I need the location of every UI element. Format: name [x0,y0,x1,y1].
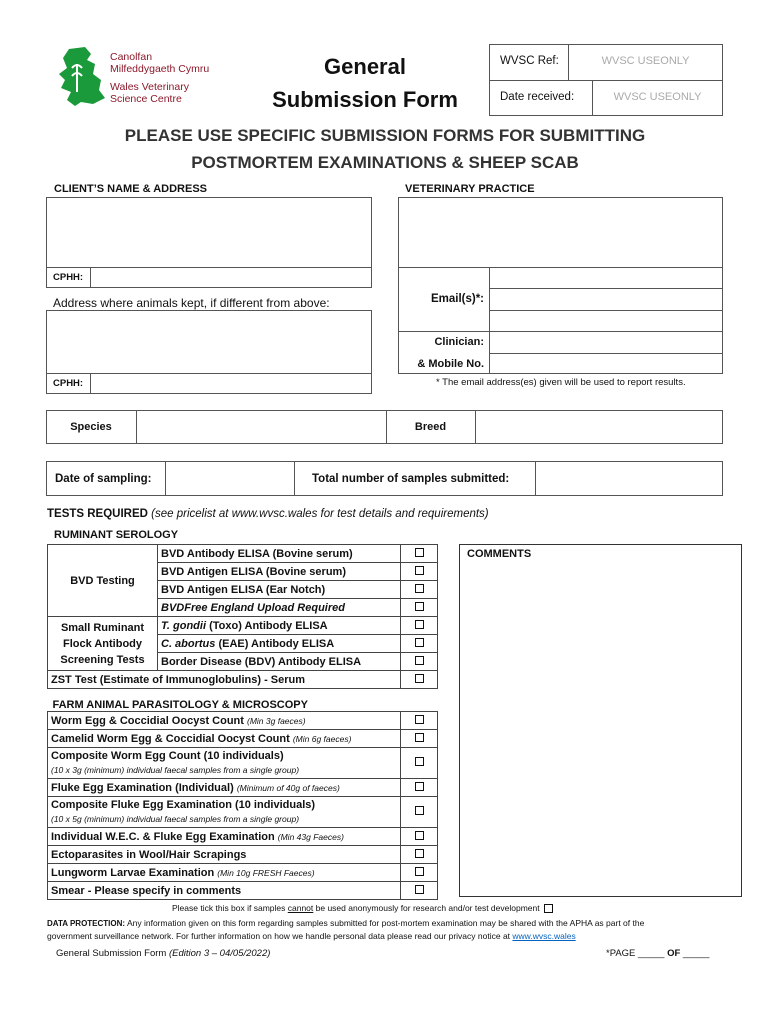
warning-banner: PLEASE USE SPECIFIC SUBMISSION FORMS FOR SUBMITTING POSTMORTEM EXAMINATIONS & SHEEP SCAB [124,126,646,172]
species-field[interactable] [137,411,385,443]
checkbox-zst[interactable] [415,674,424,683]
test-zst: ZST Test (Estimate of Immunoglobulins) - Serum [48,671,401,689]
total-samples-field[interactable] [536,462,722,495]
vet-heading: VETERINARY PRACTICE [405,183,535,195]
species-label: Species [70,421,112,433]
checkbox-bdv[interactable] [415,656,424,665]
cphh-label: CPHH: [53,272,84,283]
edition-info: General Submission Form (Edition 3 – 04/05/2022) [56,948,271,959]
checkbox-ectoparasites[interactable] [415,849,424,858]
tests-heading: TESTS REQUIRED (see pricelist at www.wvsc.wales for test details and requirements) [47,508,489,520]
checkbox-camelid-worm-egg[interactable] [415,733,424,742]
date-received-label: Date received: [500,91,575,103]
test-composite-worm-egg: Composite Worm Egg Count (10 individuals) (10 x 3g (minimum) individual faecal samples from a single group) [48,748,401,779]
checkbox-lungworm[interactable] [415,867,424,876]
test-fluke-egg: Fluke Egg Examination (Individual) (Minimum of 40g of faeces) [48,779,401,797]
total-samples-label: Total number of samples submitted: [312,473,510,485]
wvsc-ref-field[interactable]: WVSC USEONLY [601,55,690,67]
client-heading: CLIENT’S NAME & ADDRESS [54,183,207,195]
email-note: * The email address(es) given will be used to report results. [436,377,686,388]
cphh2-label: CPHH: [53,378,84,389]
test-lungworm: Lungworm Larvae Examination (Min 10g FRESH Faeces) [48,864,401,882]
test-eae: C. abortus (EAE) Antibody ELISA [158,635,401,653]
clinician-label: Clinician: [434,336,484,348]
checkbox-bvd-antigen-ear[interactable] [415,584,424,593]
test-composite-fluke-egg: Composite Fluke Egg Examination (10 individuals) (10 x 5g (minimum) individual faecal samples from a single group) [48,797,401,828]
checkbox-eae[interactable] [415,638,424,647]
checkbox-bvdfree-upload[interactable] [415,602,424,611]
tests-table [47,544,438,900]
checkbox-composite-worm-egg[interactable] [415,757,424,766]
checkbox-individual-wec-fluke[interactable] [415,831,424,840]
checkbox-bvd-antibody[interactable] [415,548,424,557]
privacy-link[interactable]: www.wvsc.wales [512,931,576,941]
comments-field[interactable] [459,544,742,897]
test-ectoparasites: Ectoparasites in Wool/Hair Scrapings [48,846,401,864]
checkbox-smear[interactable] [415,885,424,894]
data-protection-notice: DATA PROTECTION: Any information given on this form regarding samples submitted for post-mortem examination may be shared with the APHA as part of the government surveillance network. For further information on how we handle personal data please read our privacy notice at www.wvsc.wales [47,918,645,941]
test-toxo: T. gondii (Toxo) Antibody ELISA [158,617,401,635]
breed-label: Breed [414,421,447,433]
checkbox-fluke-egg[interactable] [415,782,424,791]
test-individual-wec-fluke: Individual W.E.C. & Fluke Egg Examination (Min 43g Faeces) [48,828,401,846]
research-optout: Please tick this box if samples cannot be used anonymously for research and/or test development [172,903,553,913]
wvsc-ref-label: WVSC Ref: [500,55,559,67]
logo-english-name: Wales Veterinary Science Centre [110,81,189,105]
logo-welsh-name: Canolfan Milfeddygaeth Cymru [110,51,210,75]
test-bvd-antigen-serum: BVD Antigen ELISA (Bovine serum) [158,563,401,581]
comments-label: COMMENTS [467,548,532,560]
test-bdv: Border Disease (BDV) Antibody ELISA [158,653,401,671]
date-received-field[interactable]: WVSC USEONLY [613,91,702,103]
page-title: General Submission Form [272,54,458,112]
ruminant-heading: RUMINANT SEROLOGY [54,529,179,541]
alt-address-field[interactable] [46,310,372,394]
test-bvd-antibody: BVD Antibody ELISA (Bovine serum) [158,545,401,563]
test-camelid-worm-egg: Camelid Worm Egg & Coccidial Oocyst Count (Min 6g faeces) [48,730,401,748]
date-sampling-label: Date of sampling: [55,473,152,485]
test-smear: Smear - Please specify in comments [48,882,401,900]
test-bvd-antigen-ear: BVD Antigen ELISA (Ear Notch) [158,581,401,599]
test-worm-egg: Worm Egg & Coccidial Oocyst Count (Min 3g faeces) [48,712,401,730]
alt-address-label: Address where animals kept, if different from above: [53,296,330,310]
test-bvdfree-upload: BVDFree England Upload Required [158,599,401,617]
date-sampling-field[interactable] [166,462,293,495]
page-number: *PAGE _____ OF _____ [606,948,710,959]
parasitology-heading: FARM ANIMAL PARASITOLOGY & MICROSCOPY [52,699,308,711]
checkbox-toxo[interactable] [415,620,424,629]
wales-map-logo [55,46,107,108]
checkbox-composite-fluke-egg[interactable] [415,806,424,815]
flock-group-label: Small Ruminant Flock Antibody Screening Tests [48,617,158,671]
breed-field[interactable] [476,411,722,443]
emails-label: Email(s)*: [430,293,484,305]
mobile-label: & Mobile No. [417,358,484,370]
checkbox-bvd-antigen-serum[interactable] [415,566,424,575]
bvd-group-label: BVD Testing [48,545,158,617]
client-address-field[interactable] [46,197,372,288]
checkbox-research-optout[interactable] [544,904,553,913]
checkbox-worm-egg[interactable] [415,715,424,724]
